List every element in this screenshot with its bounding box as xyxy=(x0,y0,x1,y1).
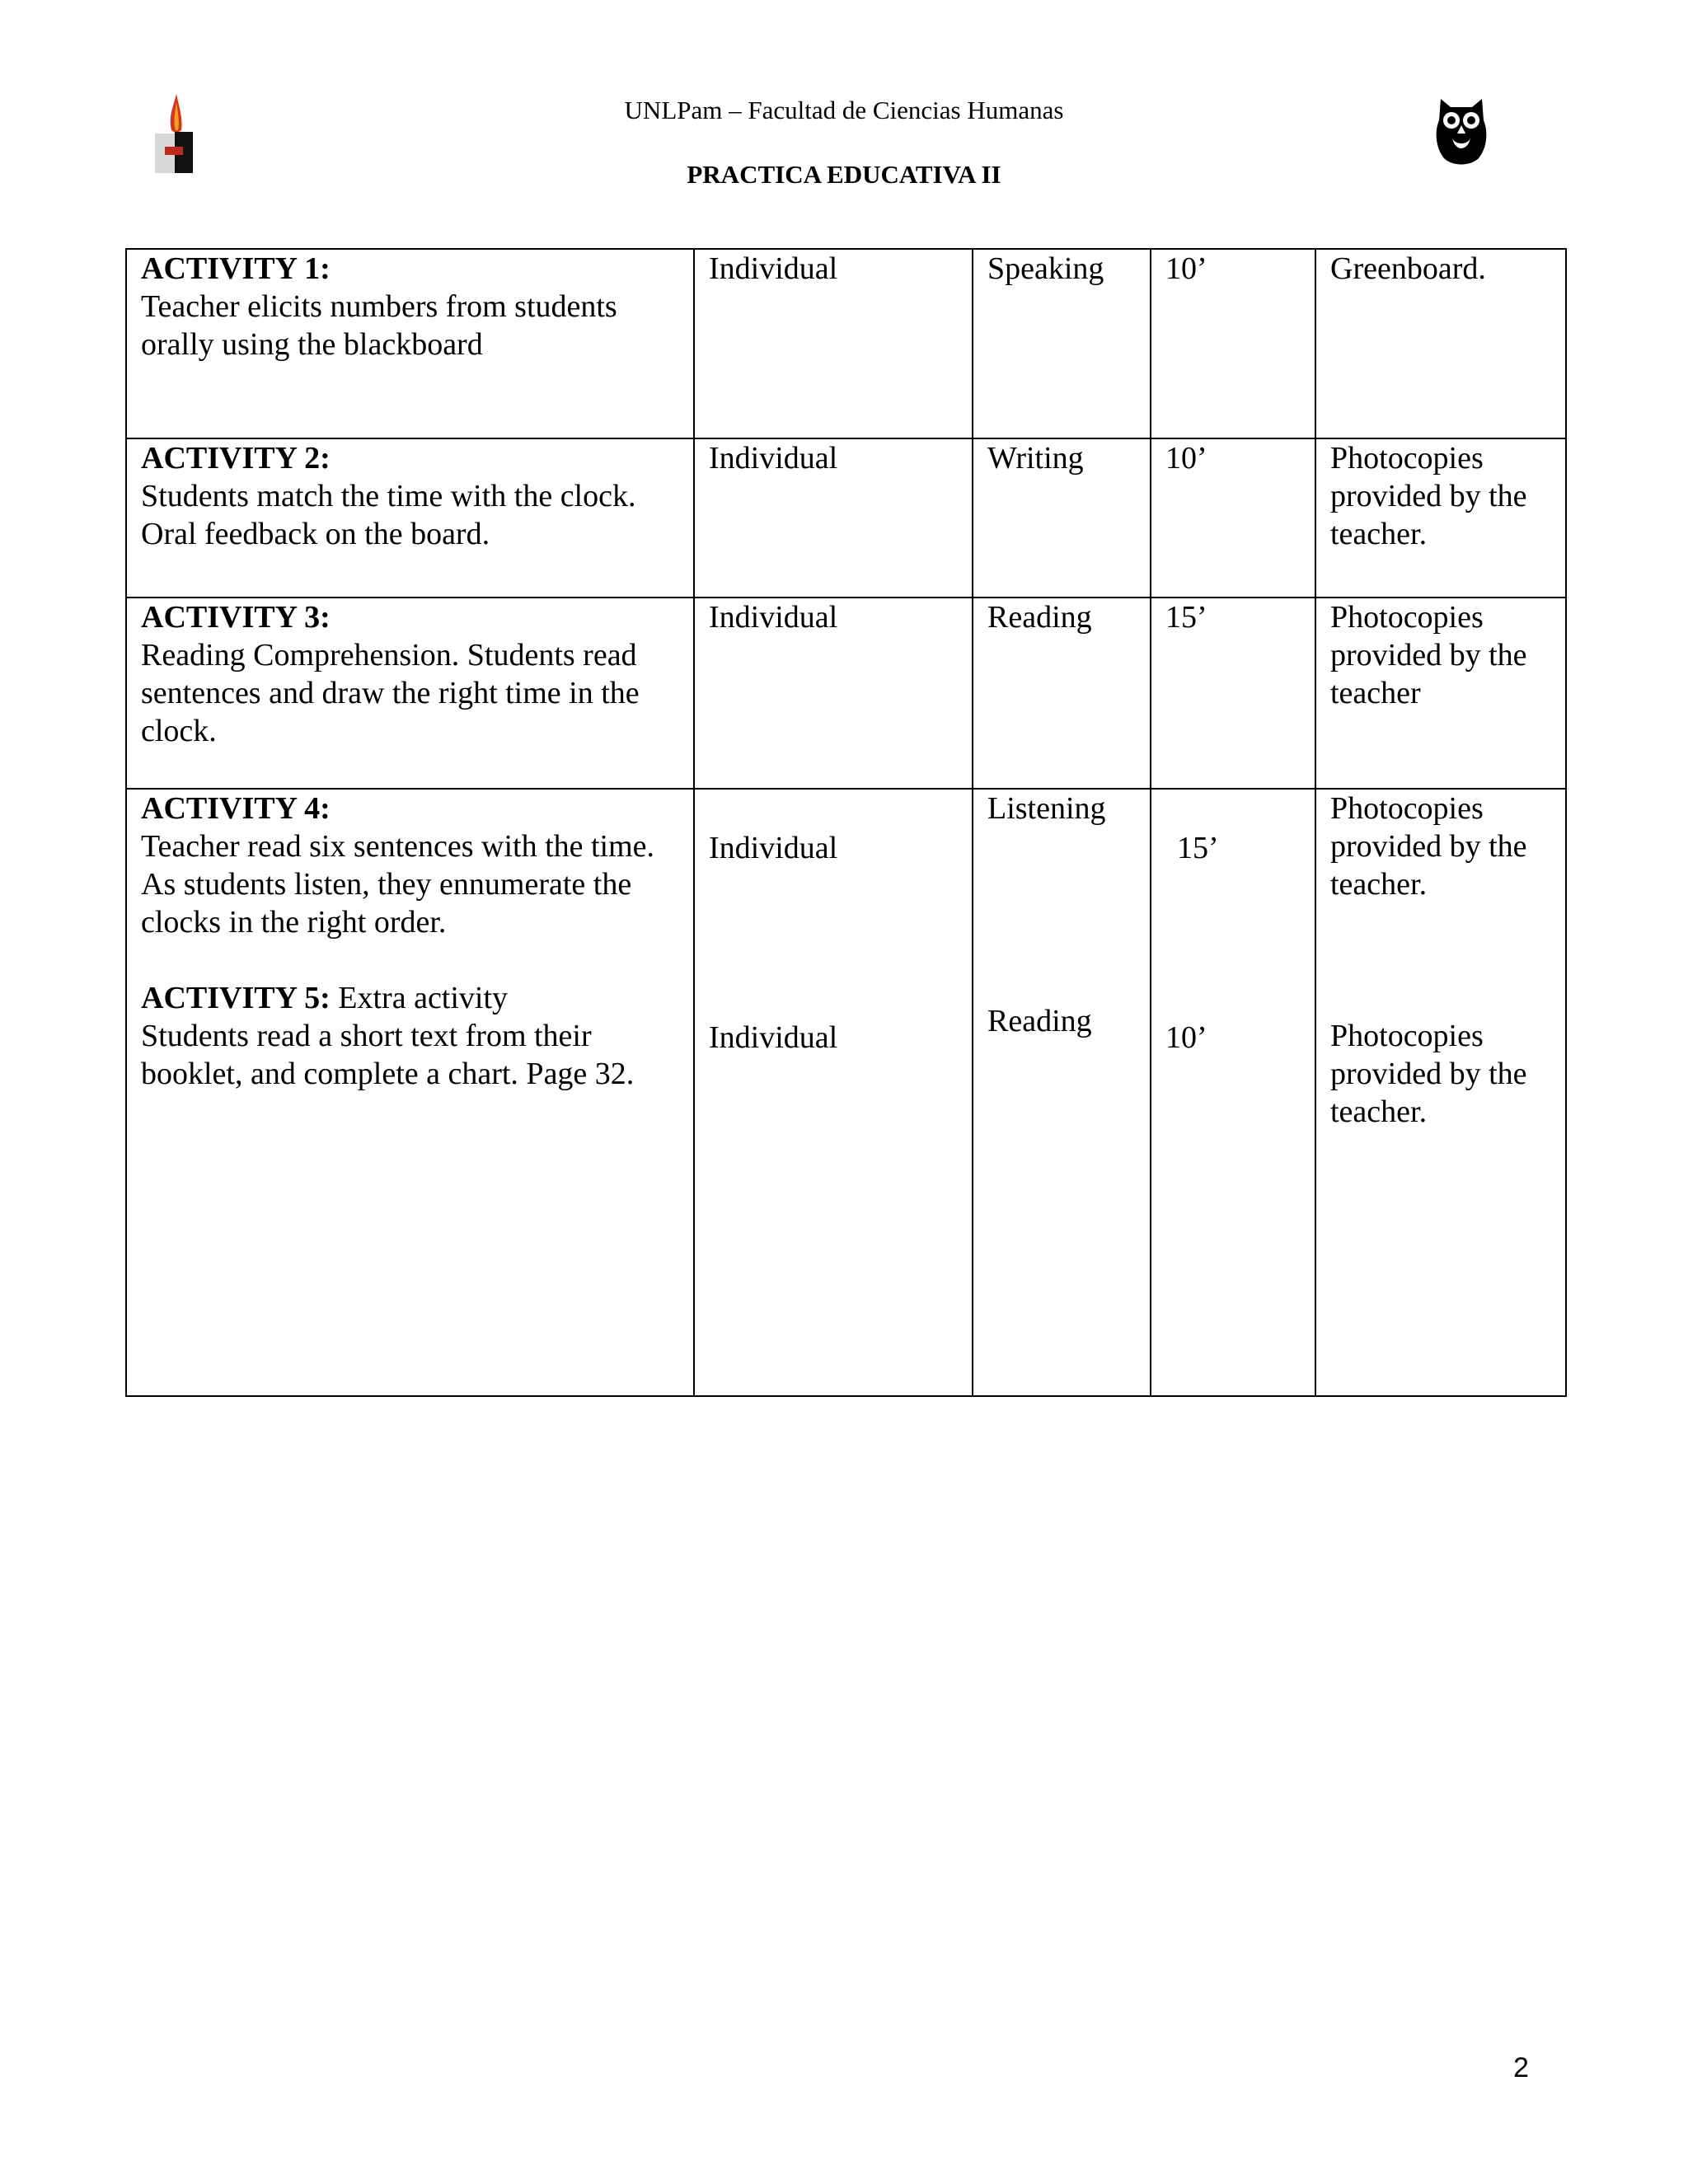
activity-description: Students match the time with the clock. Oral feedback on the board. xyxy=(141,479,636,551)
materials-cell: Greenboard. xyxy=(1315,249,1566,438)
activity-cell xyxy=(126,789,694,1396)
interaction-cell xyxy=(694,789,973,1396)
activity-description: Teacher read six sentences with the time. As students listen, they ennumerate the clocks in the right order. xyxy=(141,829,655,940)
table-row xyxy=(126,789,1566,1396)
table-row xyxy=(126,598,1566,789)
materials-cell: Photocopies provided by the teacher. xyxy=(1315,438,1566,598)
table-row xyxy=(126,438,1566,598)
time-cell: 15’ xyxy=(1151,598,1315,789)
extra-activity-description: Students read a short text from their booklet, and complete a chart. Page 32. xyxy=(141,1019,635,1091)
extra-materials-value: Photocopies provided by the teacher. xyxy=(1330,1019,1527,1129)
skill-value: Listening xyxy=(987,791,1106,826)
skill-cell: Reading xyxy=(973,598,1151,789)
header-subject: PRACTICA EDUCATIVA II xyxy=(687,160,1001,189)
extra-time-value: 10’ xyxy=(1165,1020,1207,1055)
activity-title: ACTIVITY 3: xyxy=(141,600,331,635)
table-row xyxy=(126,249,1566,438)
activity-title: ACTIVITY 1: xyxy=(141,251,331,286)
materials-value: Photocopies provided by the teacher. xyxy=(1330,791,1527,902)
extra-activity-label: Extra activity xyxy=(330,981,509,1015)
materials-cell xyxy=(1315,789,1566,1396)
activity-cell xyxy=(126,438,694,598)
skill-cell: Writing xyxy=(973,438,1151,598)
interaction-value: Individual xyxy=(709,831,838,865)
interaction-cell: Individual xyxy=(694,249,973,438)
time-cell: 10’ xyxy=(1151,438,1315,598)
materials-cell: Photocopies provided by the teacher xyxy=(1315,598,1566,789)
extra-skill-value: Reading xyxy=(987,1004,1092,1038)
activity-title: ACTIVITY 4: xyxy=(141,791,331,826)
activity-description: Teacher elicits numbers from students orally using the blackboard xyxy=(141,289,617,362)
time-cell: 10’ xyxy=(1151,249,1315,438)
extra-activity-title: ACTIVITY 5: xyxy=(141,981,331,1015)
time-value: 15’ xyxy=(1177,831,1219,865)
page-header xyxy=(0,0,1688,214)
skill-cell: Speaking xyxy=(973,249,1151,438)
skill-cell xyxy=(973,789,1151,1396)
interaction-cell: Individual xyxy=(694,438,973,598)
page-number: 2 xyxy=(1513,2052,1529,2083)
activity-title: ACTIVITY 2: xyxy=(141,441,331,476)
interaction-cell: Individual xyxy=(694,598,973,789)
activity-cell xyxy=(126,598,694,789)
time-cell xyxy=(1151,789,1315,1396)
activity-description: Reading Comprehension. Students read sentences and draw the right time in the clock. xyxy=(141,638,640,748)
lesson-plan-table xyxy=(125,248,1567,1397)
extra-interaction-value: Individual xyxy=(709,1020,838,1055)
header-institution: UNLPam – Facultad de Ciencias Humanas xyxy=(624,96,1064,124)
extra-activity-heading xyxy=(141,979,682,1017)
activity-cell xyxy=(126,249,694,438)
